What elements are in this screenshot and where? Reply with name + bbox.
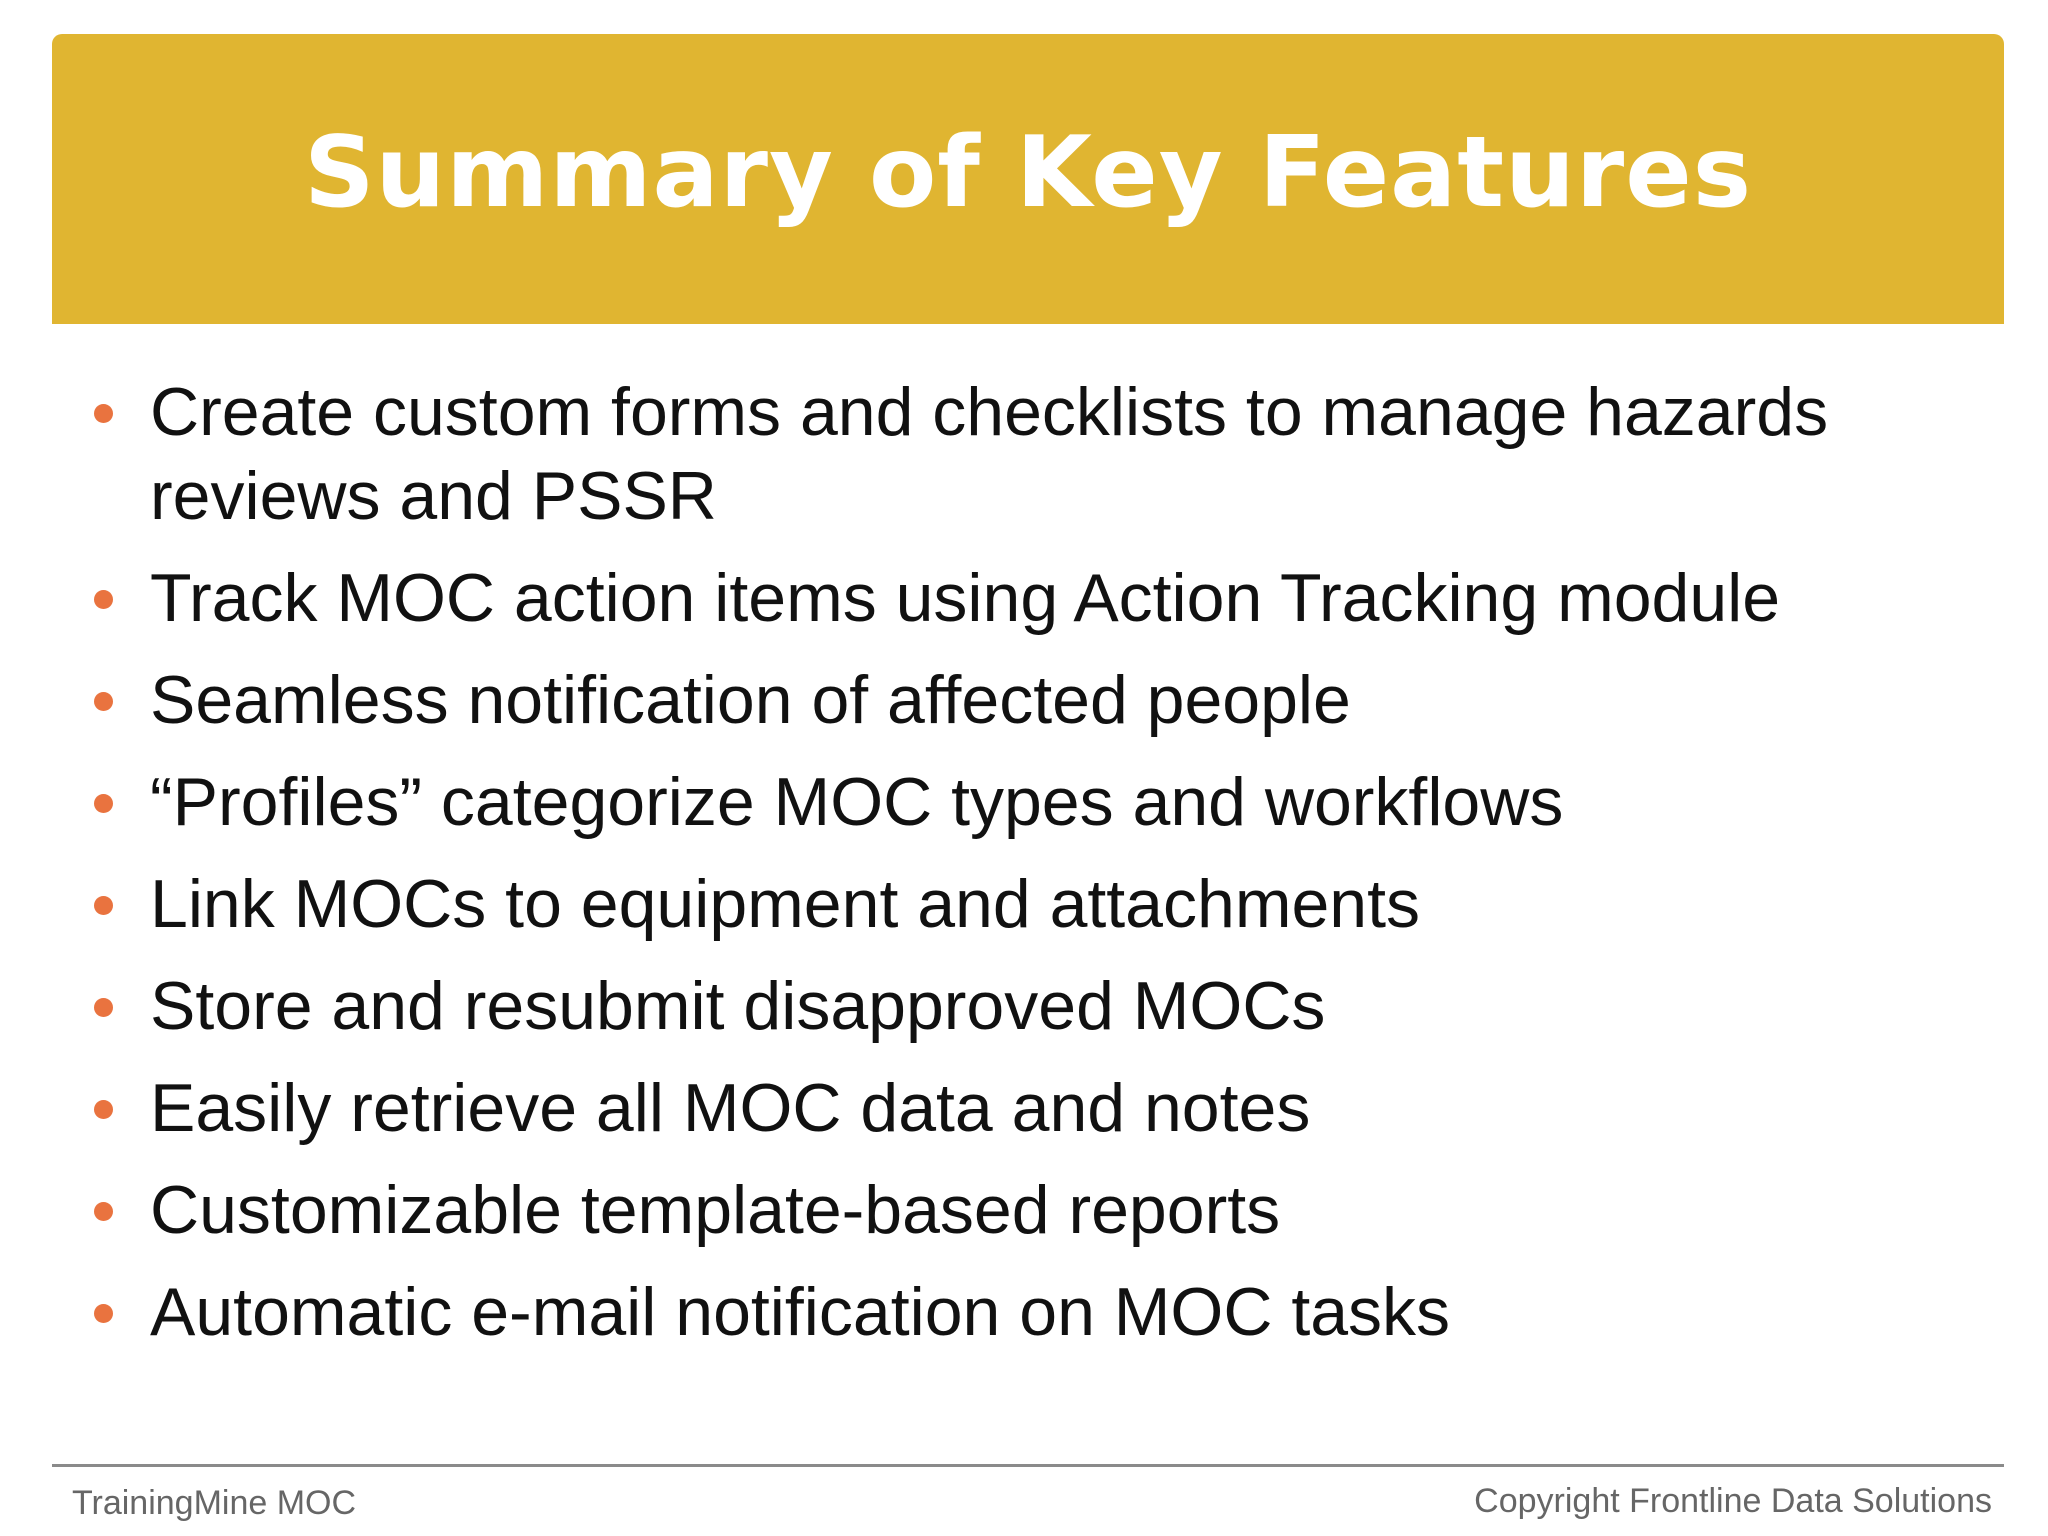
footer-copyright: Copyright Frontline Data Solutions (1474, 1482, 1992, 1520)
title-bar (52, 34, 2004, 324)
list-item-text: Store and resubmit disapproved MOCs (150, 968, 1326, 1044)
list-item-text: Track MOC action items using Action Tracking module (150, 560, 1781, 636)
list-item-text: Customizable template-based reports (150, 1172, 1281, 1248)
bullet-icon (94, 590, 113, 609)
list-item-text: Create custom forms and checklists to manage hazards reviews and PSSR (150, 374, 1829, 534)
list-item (92, 862, 1972, 946)
bullet-icon (94, 1100, 113, 1119)
slide-title: Summary of Key Features (303, 116, 1753, 230)
feature-list (92, 370, 1972, 1372)
bullet-icon (94, 998, 113, 1017)
bullet-icon (94, 404, 113, 423)
list-item (92, 556, 1972, 640)
list-item-text: Link MOCs to equipment and attachments (150, 866, 1420, 942)
list-item (92, 964, 1972, 1048)
list-item-text: Seamless notification of affected people (150, 662, 1351, 738)
footer-divider (52, 1464, 2004, 1467)
bullet-icon (94, 1304, 113, 1323)
bullet-icon (94, 692, 113, 711)
footer-product-name: TrainingMine MOC (72, 1484, 357, 1522)
list-item (92, 370, 1972, 538)
list-item-text: Automatic e-mail notification on MOC tasks (150, 1274, 1451, 1350)
bullet-icon (94, 896, 113, 915)
list-item-text: “Profiles” categorize MOC types and workflows (150, 764, 1564, 840)
bullet-icon (94, 794, 113, 813)
list-item (92, 760, 1972, 844)
list-item (92, 1066, 1972, 1150)
bullet-icon (94, 1202, 113, 1221)
list-item (92, 1168, 1972, 1252)
list-item (92, 1270, 1972, 1354)
list-item (92, 658, 1972, 742)
list-item-text: Easily retrieve all MOC data and notes (150, 1070, 1311, 1146)
